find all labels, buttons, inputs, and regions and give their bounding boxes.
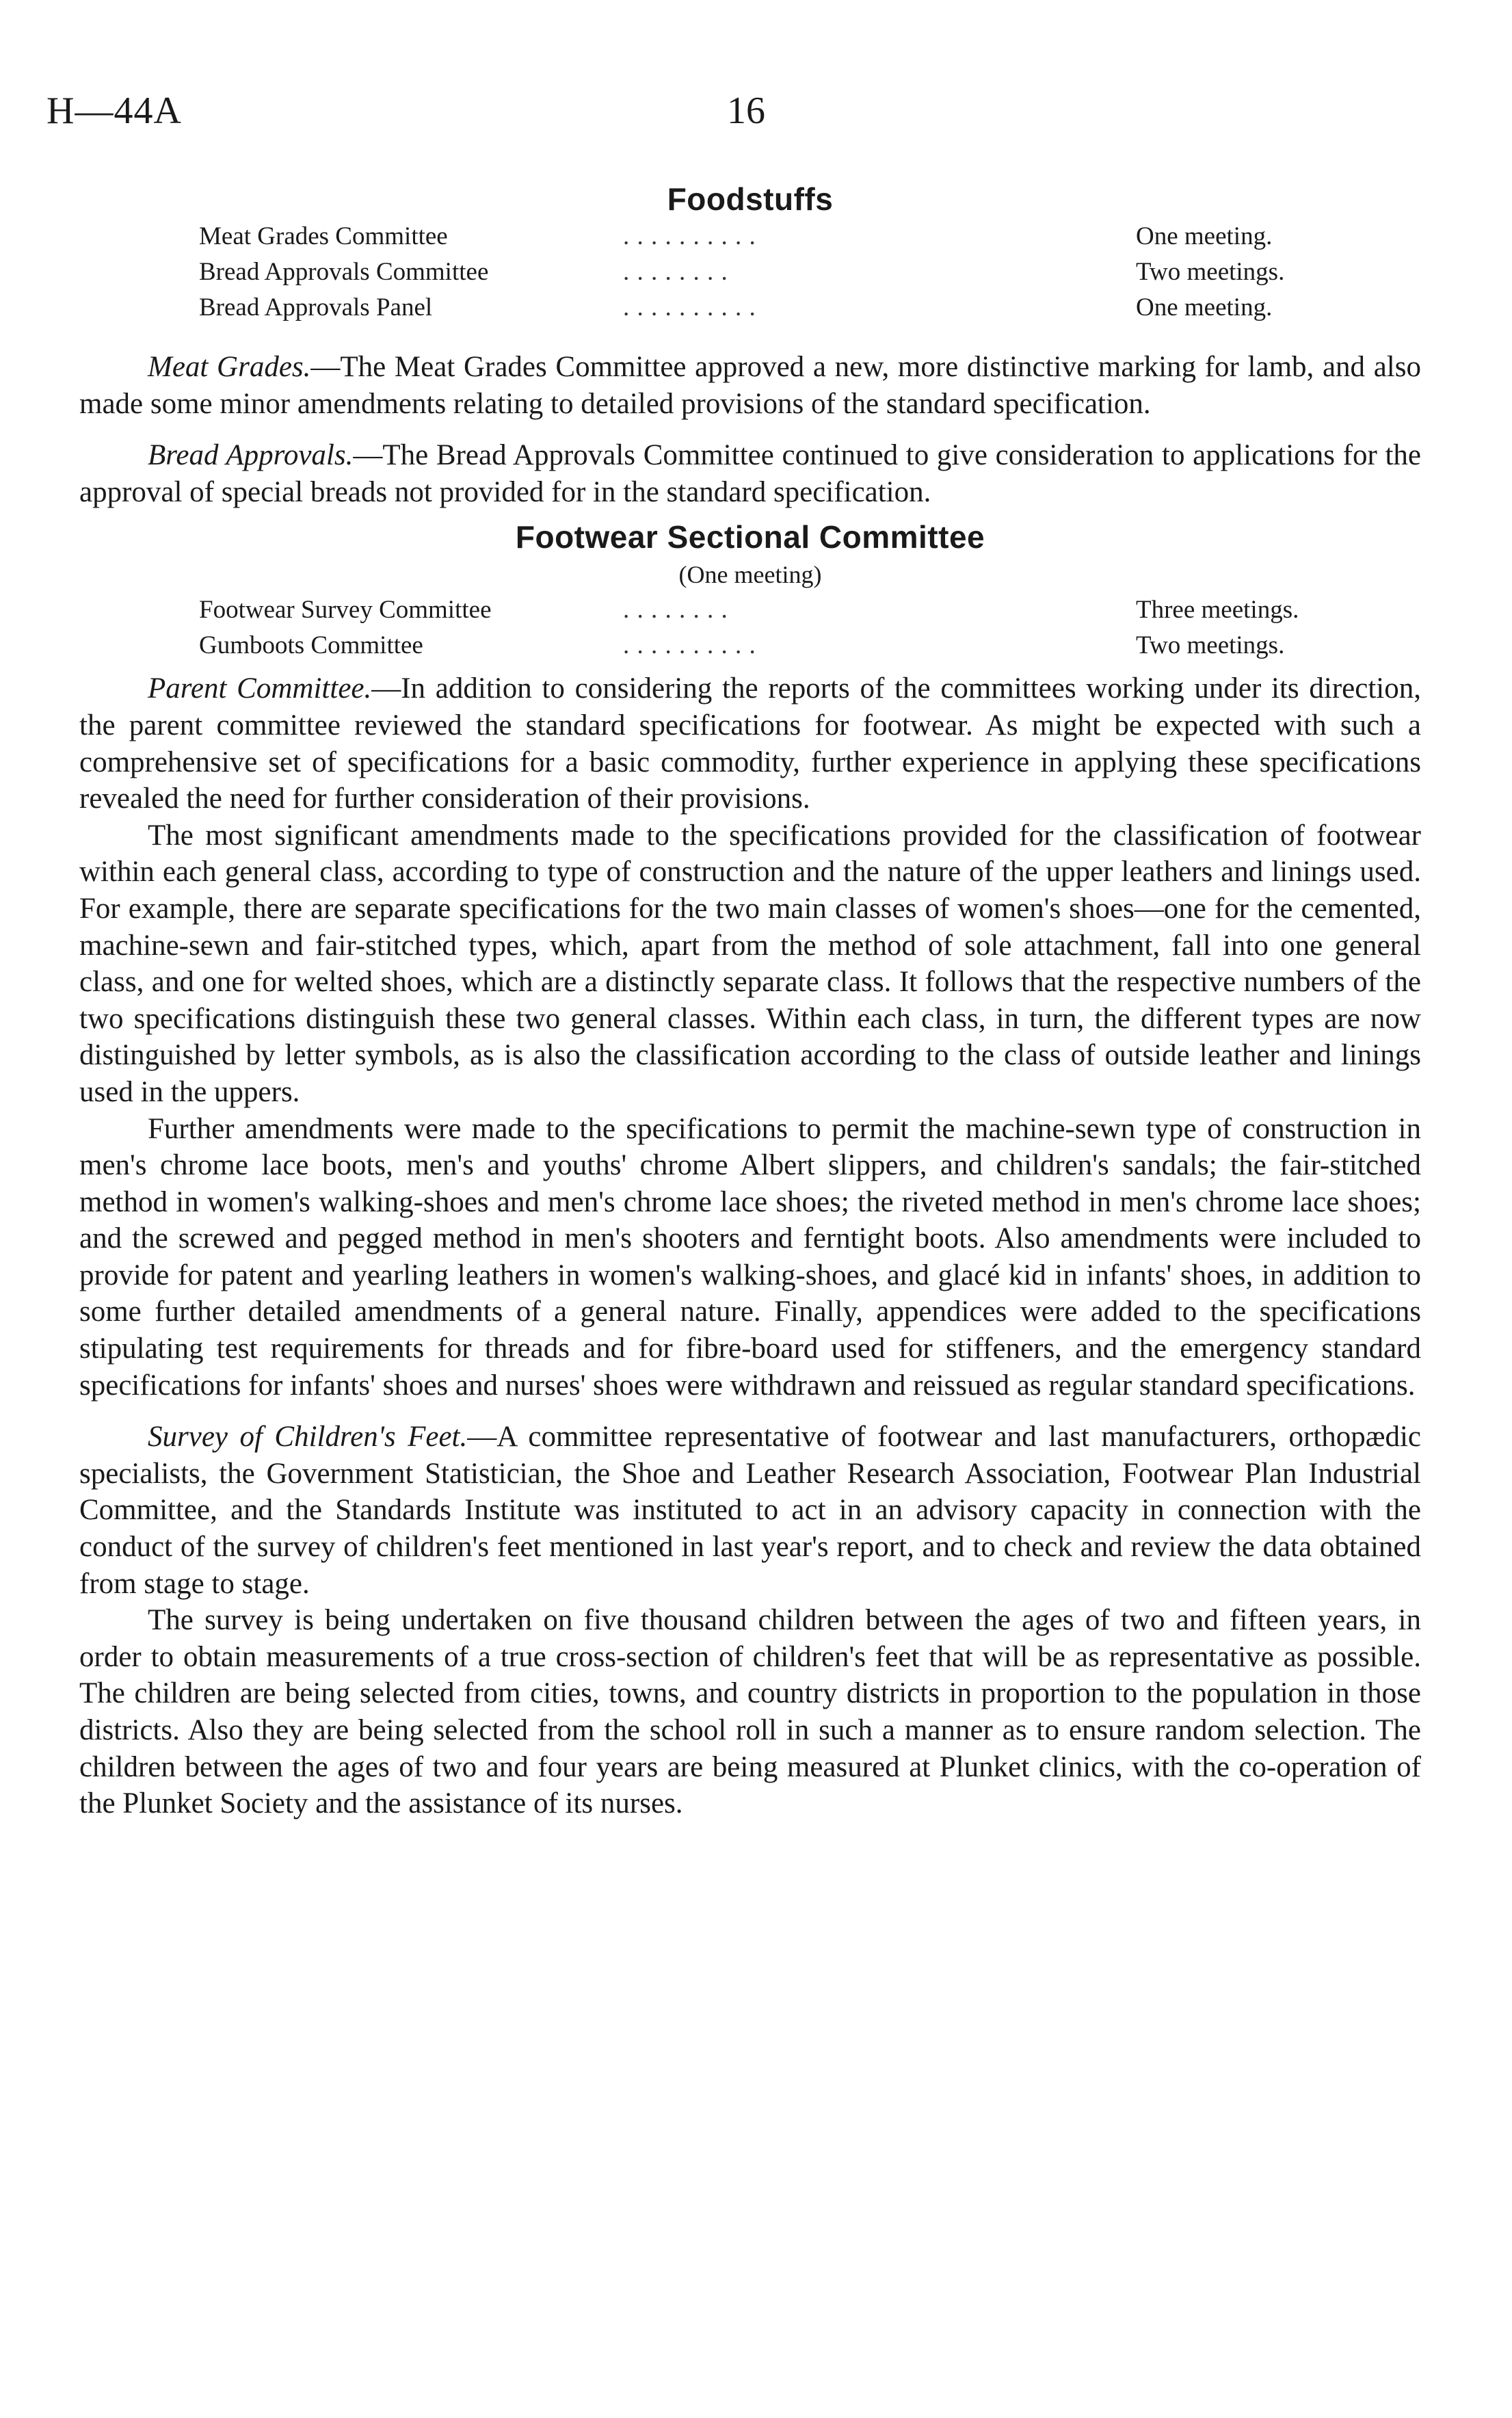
leader-dots: . . . . . . . . . .	[623, 631, 756, 660]
footwear-committee-list	[199, 592, 1375, 663]
page-number: 16	[727, 90, 765, 132]
committee-row	[199, 219, 1375, 254]
committee-row	[199, 592, 1375, 628]
foodstuffs-committee-list	[199, 219, 1375, 326]
committee-name: Meat Grades Committee	[199, 222, 448, 250]
committee-row	[199, 290, 1375, 326]
survey-paragraph	[79, 1419, 1421, 1602]
paragraph-text: —The Meat Grades Committee approved a new, more distinctive marking for lamb, and also made some minor amendments relating to detailed provisions of the standard specification.	[79, 351, 1421, 420]
committee-name: Gumboots Committee	[199, 631, 423, 660]
meeting-count: Two meetings.	[1136, 631, 1285, 660]
meeting-count: Two meetings.	[1136, 258, 1285, 286]
leader-dots: . . . . . . . . . .	[623, 293, 756, 321]
paragraph-label: Meat Grades.	[148, 351, 311, 383]
survey-detail-paragraph: The survey is being undertaken on five thousand children between the ages of two and fifteen years, in order to obtain measurements of a true cross-section of children's feet that will be as representative as possible. The children are being selected from cities, towns, and country districts in proportion to the population in those districts. Also they are being selected from the school roll in such a manner as to ensure random selection. The children between the ages of two and four years are being measured at Plunket clinics, with the co-operation of the Plunket Society and the assistance of its nurses.	[79, 1604, 1421, 1820]
page-content	[79, 179, 1421, 1822]
document-code: H—44A	[47, 90, 182, 132]
paragraph-label: Bread Approvals.	[148, 439, 354, 472]
paragraph-text: —In addition to considering the reports of the committees working under its direction, the parent committee reviewed the standard specifications for footwear. As might be expected with such a comprehensive set of specifications for a basic commodity, further experience in applying these specifications revealed the need for further consideration of their provisions.	[79, 672, 1421, 815]
committee-name: Footwear Survey Committee	[199, 596, 492, 625]
amendments-paragraph: The most significant amendments made to the specifications provided for the classification of footwear within each general class, according to type of construction and the nature of the upper leathers and linings used. For example, there are separate specifications for the two main classes of women's shoes—one for the cemented, machine-sewn and fair-stitched types, which, apart from the method of sole attachment, fall into one general class, and one for welted shoes, which are a distinctly separate class. It follows that the respective numbers of the two specifications distinguish these two general classes. Within each class, in turn, the different types are now distinguished by letter symbols, as is also the classification according to the class of outside leather and linings used in the uppers.	[79, 819, 1421, 1108]
page-header	[47, 89, 1465, 144]
meeting-count: Three meetings.	[1136, 596, 1299, 625]
footwear-subheading: (One meeting)	[678, 561, 822, 589]
leader-dots: . . . . . . . .	[623, 596, 728, 625]
foodstuffs-heading: Foodstuffs	[667, 181, 834, 217]
committee-row	[199, 254, 1375, 290]
footwear-heading: Footwear Sectional Committee	[515, 519, 985, 555]
further-amendments-paragraph: Further amendments were made to the specifications to permit the machine-sewn type of construction in men's chrome lace boots, men's and youths' chrome Albert slippers, and children's sandals; the fair-stitched method in women's walking-shoes and men's chrome lace shoes; the riveted method in men's chrome lace shoes; and the screwed and pegged method in men's shooters and ferntight boots. Also amendments were included to provide for patent and yearling leathers in women's walking-shoes, and glacé kid in infants' shoes, in addition to some further detailed amendments of a general nature. Finally, appendices were added to the specifications stipulating test requirements for threads and for fibre-board used for stiffeners, and the emergency standard specifications for infants' shoes and nurses' shoes were withdrawn and reissued as regular standard specifications.	[79, 1112, 1421, 1402]
paragraph-label: Survey of Children's Feet.	[148, 1421, 468, 1454]
meat-grades-paragraph	[79, 349, 1421, 422]
meeting-count: One meeting.	[1136, 222, 1273, 250]
committee-name: Bread Approvals Committee	[199, 258, 489, 286]
leader-dots: . . . . . . . . . .	[623, 222, 756, 250]
meeting-count: One meeting.	[1136, 293, 1273, 321]
paragraph-label: Parent Committee.	[148, 672, 372, 705]
paragraph-text: —The Bread Approvals Committee continued to give consideration to applications for the approval of special breads not provided for in the standard specification.	[79, 439, 1421, 508]
parent-committee-paragraph	[79, 670, 1421, 817]
leader-dots: . . . . . . . .	[623, 258, 728, 286]
committee-row	[199, 628, 1375, 663]
paragraph-text: —A committee representative of footwear and last manufacturers, orthopædic specialists, the Government Statistician, the Shoe and Leather Research Association, Footwear Plan Industrial Committee, and the Standards Institute was instituted to act in an advisory capacity in connection with the conduct of the survey of children's feet mentioned in last year's report, and to check and review the data obtained from stage to stage.	[79, 1421, 1421, 1600]
bread-approvals-paragraph	[79, 437, 1421, 510]
committee-name: Bread Approvals Panel	[199, 293, 433, 321]
